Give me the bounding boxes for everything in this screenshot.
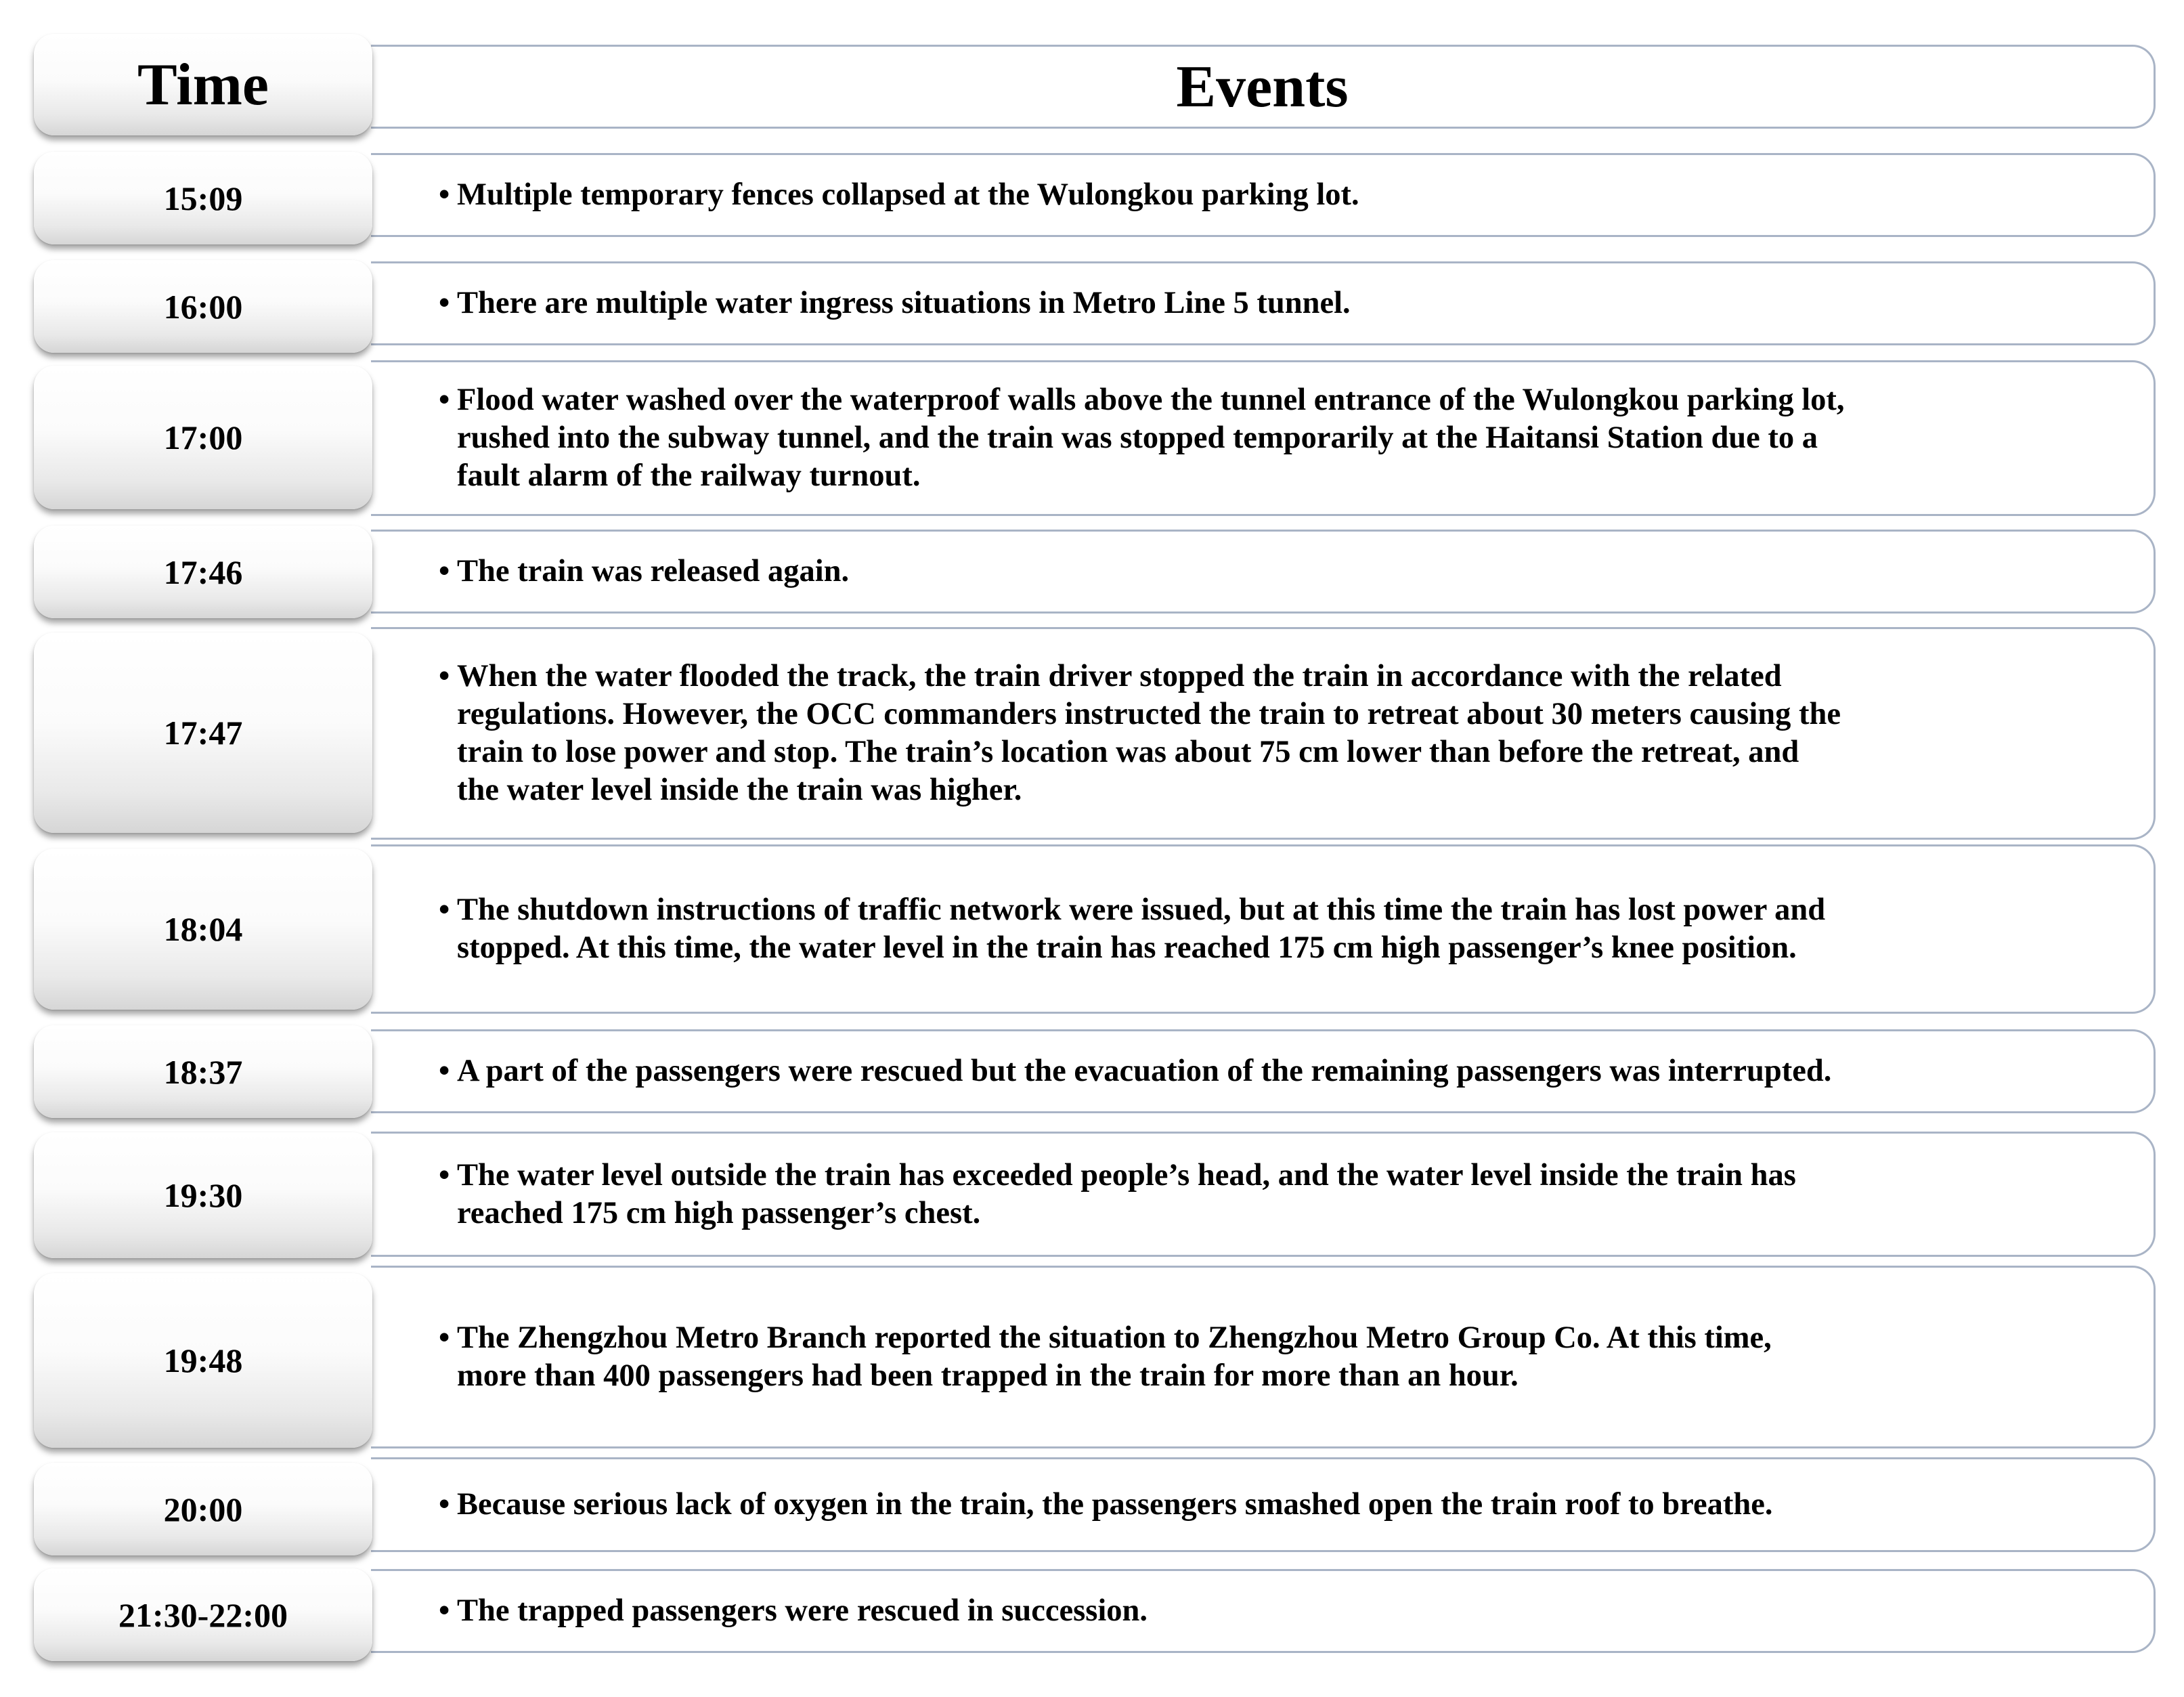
event-text: A part of the passengers were rescued but the evacuation of the remaining passengers was interrupted. (457, 1054, 1832, 1088)
event-text: Because serious lack of oxygen in the train, the passengers smashed open the train roof to breathe. (457, 1487, 1773, 1522)
time-cell: 17:00 (34, 366, 372, 509)
events-column-header: Events (371, 45, 2156, 129)
event-description (439, 1486, 1772, 1524)
event-cell (371, 1132, 2156, 1257)
time-cell: 20:00 (34, 1463, 372, 1555)
event-description (439, 1319, 1772, 1395)
event-cell (371, 530, 2156, 614)
time-cell: 18:04 (34, 848, 372, 1010)
time-cell: 18:37 (34, 1025, 372, 1118)
bullet-marker: • (439, 554, 450, 588)
bullet-marker: • (439, 893, 450, 927)
event-cell (371, 1457, 2156, 1552)
event-description (439, 381, 1844, 495)
event-description (439, 284, 1351, 322)
time-cell: 19:30 (34, 1132, 372, 1258)
time-column-header: Time (34, 34, 372, 135)
event-description (439, 891, 1825, 967)
event-cell (371, 1029, 2156, 1113)
bullet-marker: • (439, 1320, 450, 1355)
event-description (439, 553, 849, 590)
event-cell (371, 360, 2156, 516)
event-text: There are multiple water ingress situations in Metro Line 5 tunnel. (457, 286, 1351, 320)
event-text: The Zhengzhou Metro Branch reported the situation to Zhengzhou Metro Group Co. At this time, more than 400 passengers had been trapped in the train for more than an hour. (457, 1320, 1772, 1393)
bullet-marker: • (439, 1054, 450, 1088)
event-text: The water level outside the train has exceeded people’s head, and the water level inside the train has reached 175 cm high passenger’s chest. (457, 1157, 1796, 1230)
event-text: The train was released again. (457, 554, 850, 588)
event-cell (371, 261, 2156, 345)
event-text: Multiple temporary fences collapsed at the Wulongkou parking lot. (457, 177, 1359, 212)
bullet-marker: • (439, 383, 450, 417)
event-text: The trapped passengers were rescued in succession. (457, 1593, 1148, 1628)
event-cell (371, 627, 2156, 840)
event-description (439, 1592, 1148, 1630)
event-cell (371, 153, 2156, 237)
time-cell: 16:00 (34, 260, 372, 353)
event-description (439, 658, 1841, 809)
event-description (439, 1157, 1796, 1232)
event-text: Flood water washed over the waterproof walls above the tunnel entrance of the Wulongkou parking lot, rushed into the subway tunnel, and the train was stopped temporarily at the Haitansi Station due to a fault alarm of the railway turnout. (457, 383, 1845, 493)
time-cell: 19:48 (34, 1273, 372, 1448)
bullet-marker: • (439, 177, 450, 212)
time-cell: 21:30-22:00 (34, 1568, 372, 1661)
event-cell (371, 1266, 2156, 1448)
event-text: When the water flooded the track, the train driver stopped the train in accordance with the related regulations. However, the OCC commanders instructed the train to retreat about 30 meters causing the train to lose power and stop. The train’s location was about 75 cm lower than before the retreat, and the water level inside the train was higher. (457, 659, 1841, 807)
bullet-marker: • (439, 1157, 450, 1193)
bullet-marker: • (439, 286, 450, 320)
event-description (439, 176, 1359, 214)
event-text: The shutdown instructions of traffic network were issued, but at this time the train has lost power and stopped. At this time, the water level in the train has reached 175 cm high passenger’s knee position. (457, 893, 1826, 965)
event-cell (371, 1569, 2156, 1653)
bullet-marker: • (439, 1487, 450, 1522)
bullet-marker: • (439, 659, 450, 693)
event-description (439, 1052, 1831, 1090)
time-cell: 17:47 (34, 632, 372, 833)
time-cell: 17:46 (34, 525, 372, 618)
event-cell (371, 844, 2156, 1014)
bullet-marker: • (439, 1593, 450, 1628)
time-cell: 15:09 (34, 152, 372, 244)
